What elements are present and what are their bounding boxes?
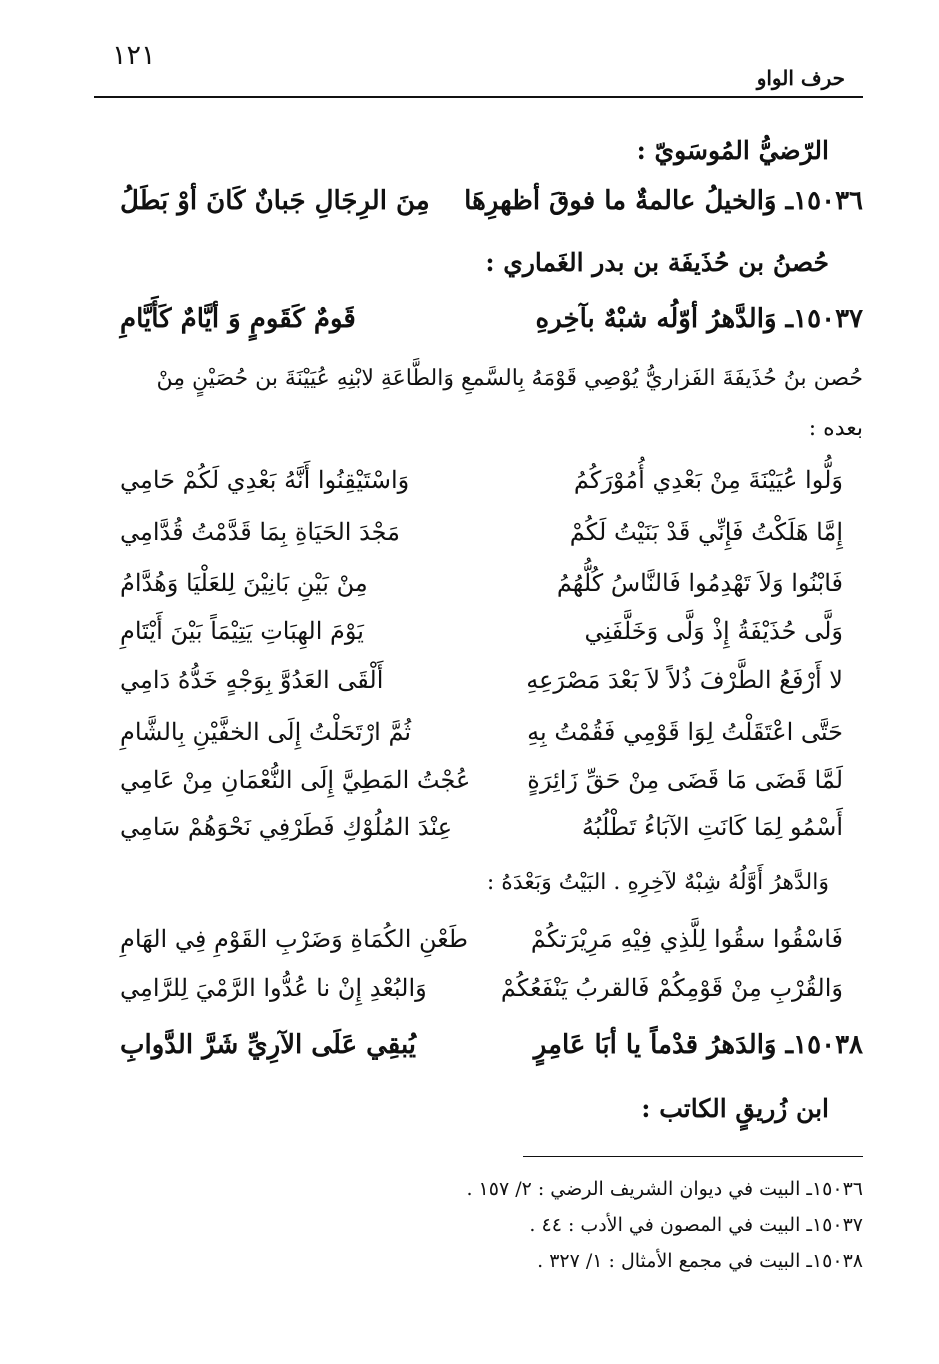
poem-verse-right: فَابْنُوا وَلاَ تَهْدِمُوا فَالنَّاسُ كُلُّهُمُ: [556, 569, 843, 597]
poet-name: حُصنُ بن حُذَيفَة بن بدر الغَماري :: [485, 248, 829, 277]
poet-name: ابن زُريقٍ الكاتب :: [641, 1094, 829, 1123]
poem-verse-right: وَلُّوا عُيَيْنَةَ مِنْ بَعْدِي أُمُوْرَكُمُ: [573, 466, 843, 494]
poem-verse-left: أَلْقَى العَدُوَّ بِوَجْهٍ خَدُّهُ دَامِي: [120, 666, 384, 694]
poem-verse-right: لَمَّا قَضَى مَا قَضَى مِنْ حَقِّ زَائِرَةٍ: [527, 766, 843, 794]
poem-verse-right: لا أَرْفَعُ الطَّرْفَ ذُلاً لاَ بَعْدَ مَصْرَعِهِ: [526, 666, 843, 694]
prose-line: حُصن بنُ حُذَيفَةَ الفَزاريُّ يُوْصِي قَوْمَهُ بِالسَّمعِ وَالطَّاعَةِ لابْنِهِ عُيَيْنَةَ بن حُصَيْنٍ مِنْ: [156, 366, 863, 391]
footnote-rule: [523, 1156, 863, 1157]
poem-verse-right: فَاسْقُوا سقُوا لِلَّذِي فِيْهِ مَرِيْرَتكُمْ: [530, 925, 843, 953]
poet-name: الرّضيُّ المُوسَويّ :: [636, 136, 829, 165]
poem-verse-right: وَلَّى حُذَيْفَةُ إِذْ وَلَّى وَخَلَّفَنِي: [584, 617, 843, 645]
verse-15038-second-hemistich: يُبقِي عَلَى الآرِيِّ شَرَّ الدَّوابِ: [120, 1030, 417, 1060]
poem-verse-right: إِمَّا هَلَكْتُ فَإِنِّي قَدْ بَنَيْتُ لَكُمْ: [569, 518, 843, 546]
poem-verse-left: عُجْتُ المَطِيَّ إِلَى النُّعْمَانِ مِنْ عَامِي: [120, 766, 471, 794]
verse-15037-first-hemistich: ١٥٠٣٧ـ وَالدَّهرُ أوّلُه شبْهٌ بآخِرهِ: [535, 304, 863, 334]
verse-15038-first-hemistich: ١٥٠٣٨ـ وَالدَهرُ قدْماً يا أبَا عَامِرٍ: [533, 1030, 863, 1060]
header-rule: [94, 96, 863, 98]
poem-verse-right: وَالقُرْبِ مِنْ قَوْمِكُمْ فَالقربُ يَنْفَعُكُمْ: [500, 974, 843, 1002]
prose-line: بعده :: [808, 416, 863, 441]
verse-15036-second-hemistich: مِنَ الرِجَالِ جَبانٌ كَانَ أوْ بَطَلُ: [120, 186, 430, 216]
poem-verse-left: طَعْنِ الكُمَاةِ وَضَرْبِ القَوْمِ فِي الهَامِ: [120, 925, 468, 953]
poem-verse-left: مِنْ بَيْنِ بَانِيْنَ لِلعَلْيَا وَهُدَّامُ: [120, 569, 368, 597]
poem-verse-left: وَاسْتَيْقِنُوا أَنَّهُ بَعْدِي لَكُمْ حَامِي: [120, 466, 410, 494]
footnote: ١٥٠٣٨ـ البيت في مجمع الأمثال : ١/ ٣٢٧ .: [537, 1250, 863, 1272]
footnote: ١٥٠٣٦ـ البيت في ديوان الشريف الرضي : ٢/ ١٥٧ .: [466, 1178, 863, 1200]
poem-verse-right: أَسْمُو لِمَا كَانَتِ الآبَاءُ تَطْلُبُهُ: [581, 813, 843, 841]
prose-line: وَالدَّهرُ أَوَّلُهُ شِبْهٌ لآخِرِهِ . البَيْتُ وَبَعْدَهُ :: [486, 870, 829, 895]
verse-15037-second-hemistich: قَومٌ كَقَومٍ وَ أيَّامٌ كَأَيَّامِ: [120, 304, 356, 334]
poem-verse-left: ثُمَّ ارْتَحَلْتُ إِلَى الخفَّيْنِ بِالشَّامِ: [120, 718, 412, 746]
poem-verse-left: مَجْدَ الحَيَاةِ بِمَا قَدَّمْتُ قُدَّامِي: [120, 518, 401, 546]
poem-verse-left: عِنْدَ المُلُوْكِ فَطَرْفِي نَحْوَهُمْ سَامِي: [120, 813, 453, 841]
footnote: ١٥٠٣٧ـ البيت في المصون في الأدب : ٤٤ .: [529, 1214, 863, 1236]
verse-15036-first-hemistich: ١٥٠٣٦ـ وَالخيلُ عالمةٌ ما فوقَ أظهرِهَا: [464, 186, 863, 216]
running-head: حرف الواو: [756, 66, 845, 90]
poem-verse-left: وَالبُعْدِ إِنْ نا عُدُّوا الرَّمْيَ لِلرَّامِي: [120, 974, 427, 1002]
poem-verse-right: حَتَّى اعْتَقَلْتُ لِوَا قَوْمِي فَقُمْتُ بِهِ: [527, 718, 843, 746]
poem-verse-left: يَوْمَ الهِبَاتِ يَتِيْمَاً بَيْنَ أَيْتَامِ: [120, 617, 364, 645]
page-number: ١٢١: [112, 40, 156, 71]
